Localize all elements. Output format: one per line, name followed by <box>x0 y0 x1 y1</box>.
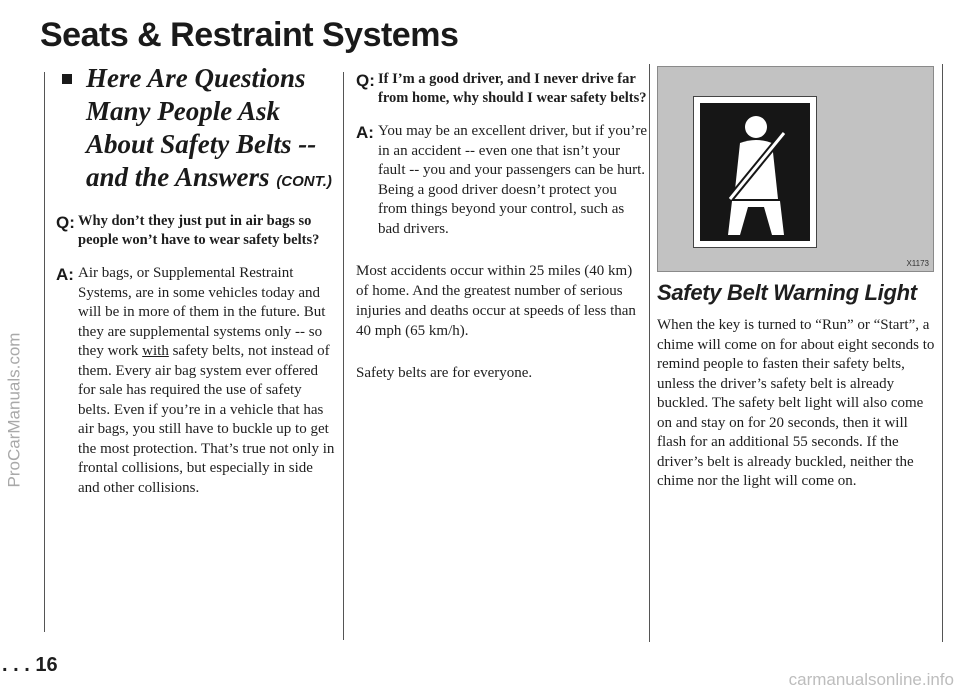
continued-tag: (CONT.) <box>276 173 332 190</box>
side-watermark: ProCarManuals.com <box>4 332 24 488</box>
question-block <box>56 212 336 250</box>
bottom-watermark: carmanualsonline.info <box>788 670 954 689</box>
section-heading: Here Are Questions Many People Ask About Safety Belts -- and the Answers (CONT.) <box>86 63 332 192</box>
question-block <box>356 70 648 108</box>
paragraph: Safety belts are for everyone. <box>356 365 533 381</box>
square-bullet-icon <box>62 74 72 84</box>
column-rule <box>343 72 344 640</box>
answer-block <box>356 122 648 239</box>
answer-block <box>56 264 336 498</box>
answer-label: A: <box>356 123 374 142</box>
answer-label: A: <box>56 265 74 284</box>
column-middle <box>356 62 648 383</box>
question-text: If I’m a good driver, and I never drive far from home, why should I wear safety belts? <box>378 71 647 106</box>
seatbelt-warning-icon <box>694 97 816 247</box>
body-text: When the key is turned to “Run” or “Start”, a chime will come on for about eight seconds to remind people to fasten their safety belts, unless the driver’s safety belt is already buckled. The safety belt light will also come on and stay on for 20 seconds, then it will flash for an additional 55 seconds. If the driver’s belt is already buckled, neither the chime nor the light will come on. <box>657 317 935 489</box>
question-label: Q: <box>356 71 375 90</box>
column-rule <box>942 64 943 642</box>
page-number: . . . 16 <box>2 654 58 676</box>
column-left <box>56 62 336 498</box>
paragraph: Most accidents occur within 25 miles (40 km) of home. And the greatest number of serious injuries and deaths occur at speeds of less than 40 mph (65 km/h). <box>356 263 636 339</box>
sub-heading: Safety Belt Warning Light <box>657 280 917 305</box>
answer-text: Air bags, or Supplemental Restraint Systems, are in some vehicles today and will be in more of them in the future. But they are supplemental systems only -- so they work with safety belts, not instead of them. Every air bag system ever offered for sale has required the use of safety belts. Even if you’re in a vehicle that has air bags, you still have to buckle up to get the most protection. That’s true not only in frontal collisions, but especially in side and other collisions. <box>78 265 335 496</box>
figure-code: X1173 <box>906 259 929 268</box>
column-right <box>657 280 935 492</box>
answer-text: You may be an excellent driver, but if you’re in an accident -- even one that isn’t your fault -- you and your passengers can be hurt. Being a good driver doesn’t protect you from things beyond your control, such as bad drivers. <box>378 123 648 237</box>
question-text: Why don’t they just put in air bags so people won’t have to wear safety belts? <box>78 213 320 248</box>
column-rule <box>44 72 45 632</box>
section-heading-row <box>56 62 336 198</box>
question-label: Q: <box>56 213 75 232</box>
page-title: Seats & Restraint Systems <box>40 16 459 54</box>
column-rule <box>649 64 650 642</box>
emphasis-underline: with <box>142 343 169 359</box>
warning-light-figure <box>657 66 934 272</box>
